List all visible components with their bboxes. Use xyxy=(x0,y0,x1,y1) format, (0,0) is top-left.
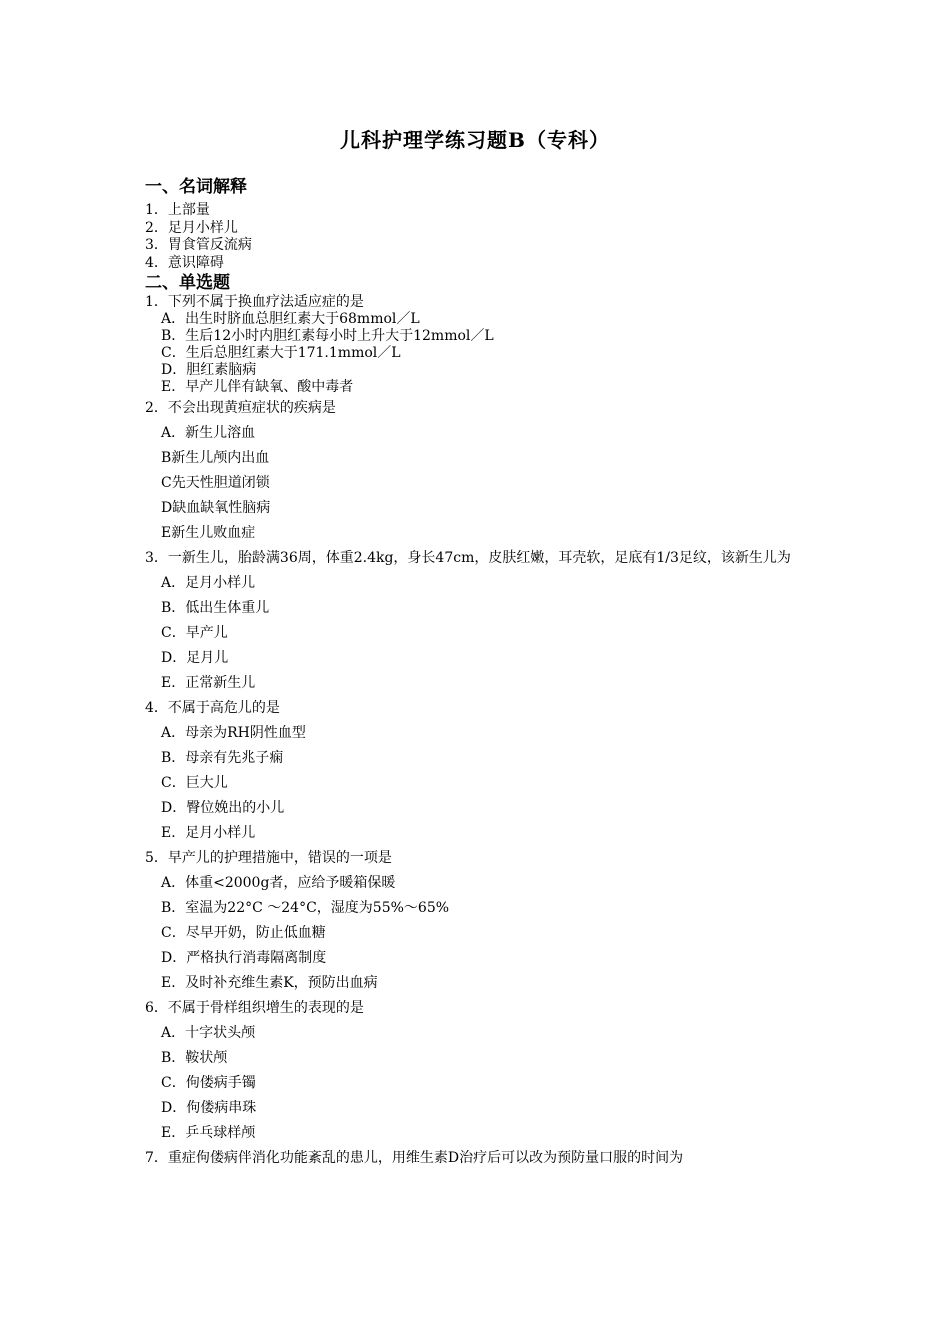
option-c: C．巨大儿 xyxy=(161,775,228,791)
question-4 xyxy=(145,696,815,846)
term-item: 4．意识障碍 xyxy=(145,254,224,271)
term-item: 2．足月小样儿 xyxy=(145,219,238,236)
question-stem: 4．不属于高危儿的是 xyxy=(145,700,280,716)
option-a: A．母亲为RH阴性血型 xyxy=(161,725,306,741)
option-b: B．室温为22°C ～24°C，湿度为55%～65% xyxy=(161,900,450,916)
section-heading-single-choice: 二、单选题 xyxy=(145,273,230,293)
question-stem: 1．下列不属于换血疗法适应症的是 xyxy=(145,294,364,310)
option-a: A．出生时脐血总胆红素大于68mmol／L xyxy=(161,311,420,327)
option-a: A．十字状头颅 xyxy=(161,1025,256,1041)
option-c: C．佝偻病手镯 xyxy=(161,1075,256,1091)
option-b: B．鞍状颅 xyxy=(161,1050,228,1066)
option-c: C．生后总胆红素大于171.1mmol／L xyxy=(161,345,401,361)
question-6 xyxy=(145,996,815,1146)
question-stem: 2．不会出现黄疸症状的疾病是 xyxy=(145,400,336,416)
option-e: E．正常新生儿 xyxy=(161,675,256,691)
option-d: D缺血缺氧性脑病 xyxy=(161,500,271,516)
term-list xyxy=(145,202,815,272)
option-b: B．母亲有先兆子痫 xyxy=(161,750,284,766)
option-c: C．早产儿 xyxy=(161,625,228,641)
question-5 xyxy=(145,846,815,996)
option-e: E．早产儿伴有缺氧、酸中毒者 xyxy=(161,379,354,395)
option-e: E．乒乓球样颅 xyxy=(161,1125,256,1141)
question-1 xyxy=(145,294,815,396)
question-stem: 7．重症佝偻病伴消化功能紊乱的患儿，用维生素D治疗后可以改为预防量口服的时间为 xyxy=(145,1150,684,1166)
question-stem: 5．早产儿的护理措施中，错误的一项是 xyxy=(145,850,392,866)
question-7 xyxy=(145,1146,815,1171)
option-d: D．足月儿 xyxy=(161,650,229,666)
option-d: D．胆红素脑病 xyxy=(161,362,257,378)
option-e: E．及时补充维生素K，预防出血病 xyxy=(161,975,378,991)
option-d: D．臀位娩出的小儿 xyxy=(161,800,285,816)
document-body xyxy=(145,176,815,1171)
term-item: 1．上部量 xyxy=(145,202,210,218)
option-b: B．低出生体重儿 xyxy=(161,600,270,616)
option-b: B新生儿颅内出血 xyxy=(161,450,270,466)
option-e: E新生儿败血症 xyxy=(161,525,256,541)
question-stem: 3．一新生儿，胎龄满36周，体重2.4kg，身长47cm，皮肤红嫩，耳壳软，足底有1/3足纹，该新生儿为 xyxy=(145,550,791,566)
option-a: A．体重<2000g者，应给予暖箱保暖 xyxy=(161,875,396,891)
option-c: C先天性胆道闭锁 xyxy=(161,475,270,491)
question-2 xyxy=(145,396,815,546)
term-item: 3．胃食管反流病 xyxy=(145,237,252,253)
option-b: B．生后12小时内胆红素每小时上升大于12mmol／L xyxy=(161,328,494,344)
option-d: D．严格执行消毒隔离制度 xyxy=(161,950,327,966)
question-stem: 6．不属于骨样组织增生的表现的是 xyxy=(145,1000,364,1016)
section-heading-glossary: 一、名词解释 xyxy=(145,177,247,197)
option-a: A．新生儿溶血 xyxy=(161,425,256,441)
question-3 xyxy=(145,546,815,696)
option-d: D．佝偻病串珠 xyxy=(161,1100,257,1116)
option-a: A．足月小样儿 xyxy=(161,575,256,591)
option-c: C．尽早开奶，防止低血糖 xyxy=(161,925,326,941)
option-e: E．足月小样儿 xyxy=(161,825,256,841)
page-title: 儿科护理学练习题B（专科） xyxy=(340,128,610,152)
